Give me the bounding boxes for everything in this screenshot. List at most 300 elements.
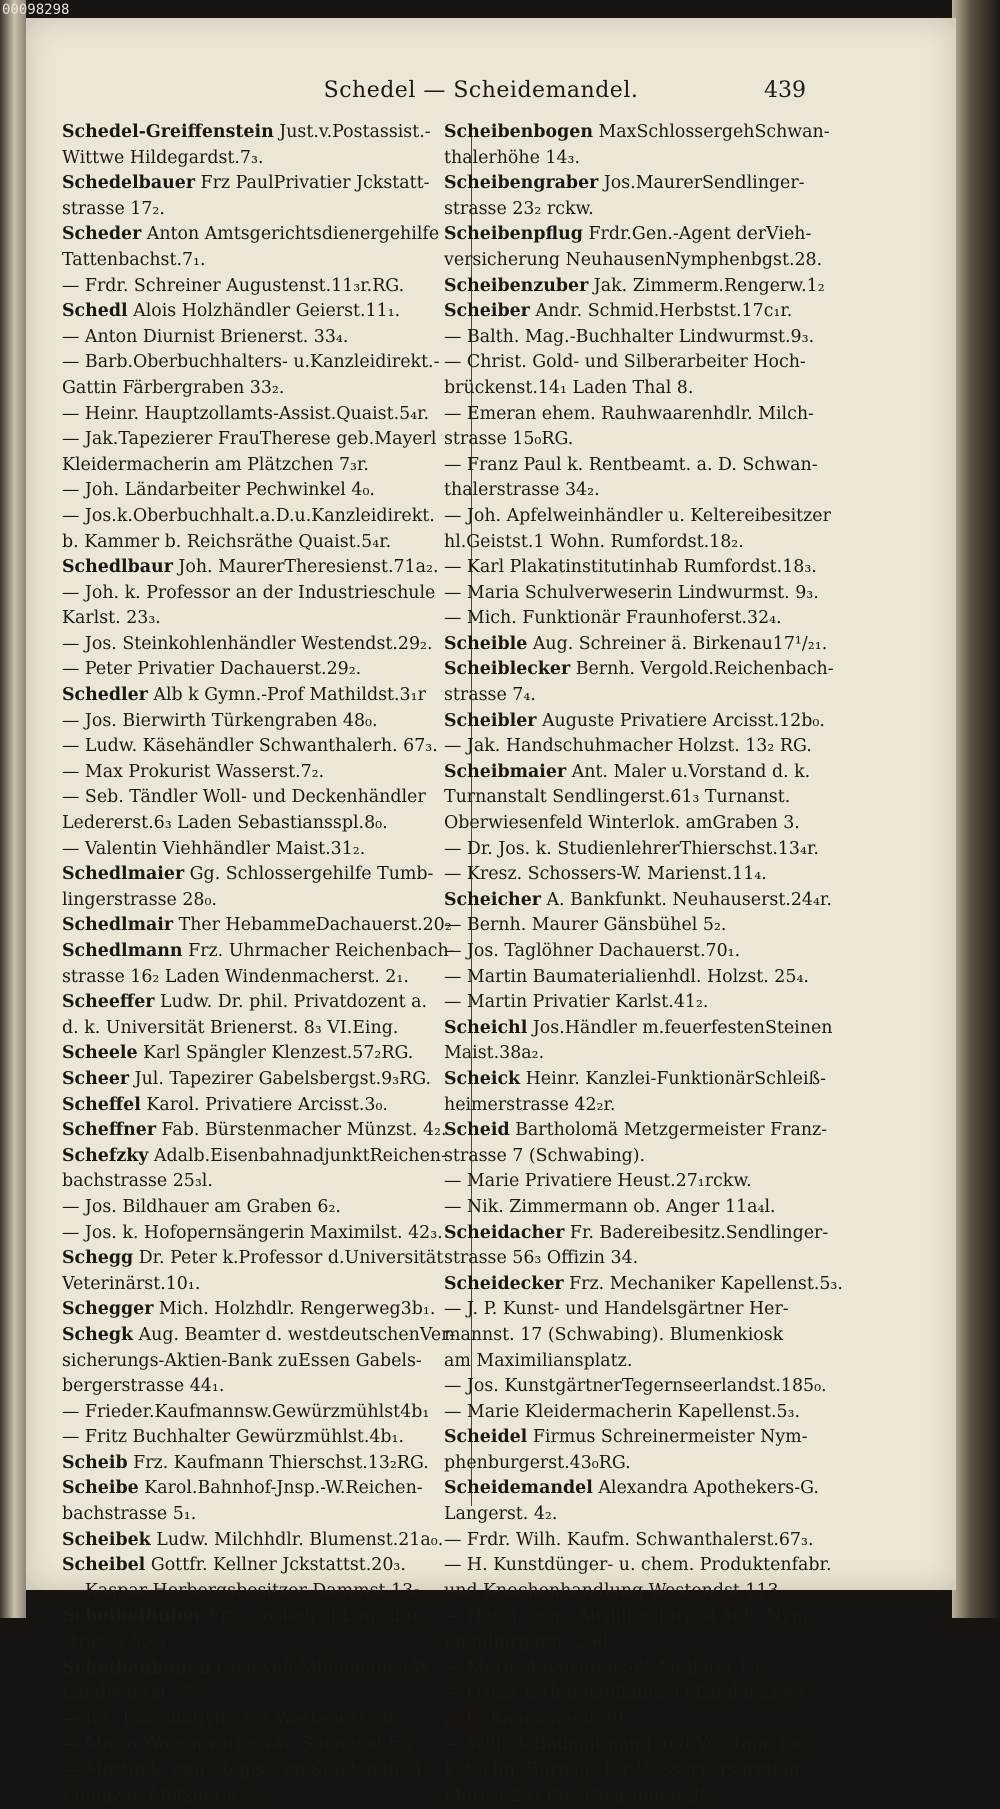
directory-line xyxy=(444,1451,854,1477)
entry-text: Frz. Uhrmacher Reichenbach- xyxy=(182,941,455,961)
directory-line xyxy=(444,785,854,811)
entry-surname: Scheibel xyxy=(62,1555,146,1576)
directory-line xyxy=(444,990,854,1016)
directory-line xyxy=(62,146,466,172)
directory-line xyxy=(444,888,854,914)
directory-line xyxy=(62,939,466,965)
directory-line xyxy=(62,120,466,146)
entry-text: — Joh. Apfelweinhändler u. Keltereibesitzer xyxy=(444,505,831,526)
directory-line xyxy=(62,1630,466,1656)
entry-text: hl.Geistst.1 Wohn. Rumfordst.18₂. xyxy=(444,531,744,552)
directory-line xyxy=(62,1221,466,1247)
entry-text: — Heinr. Hauptzollamts-Assist.Quaist.5₄r. xyxy=(62,403,430,424)
entry-surname: Scheibelhuber xyxy=(62,1606,203,1627)
directory-line xyxy=(444,581,854,607)
directory-line xyxy=(444,197,854,223)
entry-text: Alb k Gymn.-Prof Mathildst.3₁r xyxy=(147,685,426,706)
directory-line xyxy=(444,965,854,991)
directory-line xyxy=(444,1528,854,1554)
entry-text: — Marie Privatiere Heust.27₁rckw. xyxy=(444,1171,752,1192)
directory-line xyxy=(444,1297,854,1323)
entry-text: MaxSchlossergehSchwan- xyxy=(592,122,830,142)
directory-line xyxy=(62,709,466,735)
entry-surname: Schegger xyxy=(62,1299,154,1320)
entry-surname: Scheibenzuber xyxy=(444,275,589,296)
entry-surname: Scheffel xyxy=(62,1094,141,1115)
entry-text: Ludw. Milchhdlr. Blumenst.21a₀. xyxy=(150,1529,444,1550)
entry-surname: Scheibmaier xyxy=(444,761,567,782)
directory-line xyxy=(444,1425,854,1451)
entry-text: — Jos. Steinkohlenhändler Westendst.29₂. xyxy=(62,633,433,654)
entry-text: Bartholomä Metzgermeister Franz- xyxy=(509,1120,828,1141)
entry-text: bergerstrasse 44₁. xyxy=(62,1376,225,1397)
entry-text: Alois Holzhändler Geierst.11₁. xyxy=(127,301,401,322)
entry-surname: Schefzky xyxy=(62,1145,149,1166)
entry-text: — Frdr. Wilh. Kaufm. Schwanthalerst.67₃. xyxy=(444,1529,814,1550)
entry-text: Dr. Peter k.Professor d.Universität xyxy=(133,1248,444,1269)
directory-line xyxy=(444,299,854,325)
directory-line xyxy=(444,1400,854,1426)
entry-text: Andr. Schmid.Herbstst.17c₁r. xyxy=(529,301,793,322)
directory-line xyxy=(444,222,854,248)
entry-text: mannst. 17 (Schwabing). Blumenkiosk xyxy=(444,1324,784,1345)
directory-line xyxy=(62,1041,466,1067)
directory-line xyxy=(62,1144,466,1170)
directory-line xyxy=(444,427,854,453)
entry-text: — Oskar k.Hauptzollamts-Offizial u.Lieut. xyxy=(444,1683,812,1704)
directory-line xyxy=(444,1323,854,1349)
directory-line xyxy=(62,402,466,428)
entry-text: — Jos. k. Hofopernsängerin Maximilst. 42₃. xyxy=(62,1222,443,1243)
directory-line xyxy=(62,376,466,402)
entry-surname: Scheibenpflug xyxy=(444,224,583,245)
entry-text: phenburgerst.43₀RG. xyxy=(444,1452,631,1473)
entry-text: Karl Spängler Klenzest.57₂RG. xyxy=(137,1043,414,1064)
entry-surname: Scheder xyxy=(62,224,142,245)
directory-line xyxy=(62,913,466,939)
directory-line xyxy=(444,146,854,172)
entry-surname: Scheid xyxy=(444,1120,510,1141)
entry-text: Marsst.28₃ Bur.Theatinerst.20₂. xyxy=(444,1785,724,1806)
directory-line xyxy=(62,1604,466,1630)
directory-line xyxy=(62,683,466,709)
entry-text: — Jos. Bierwirth Türkengraben 48₀. xyxy=(62,710,378,731)
directory-line xyxy=(444,939,854,965)
directory-line xyxy=(444,376,854,402)
book-edge-right xyxy=(952,0,1000,1618)
entry-text: — Mich. Funktionär Fraunhoferst.32₄. xyxy=(444,608,782,629)
entry-surname: Scheick xyxy=(444,1068,521,1089)
entry-text: Veterinärst.10₁. xyxy=(62,1273,201,1294)
directory-page xyxy=(26,18,956,1806)
entry-text: — Maria Schulverweserin Lindwurmst. 9₃. xyxy=(444,582,819,603)
entry-text: — Jos. Lokomotivheizer Westendst.30₁. xyxy=(62,1708,407,1729)
entry-text: strasse 17₂. xyxy=(62,198,165,219)
directory-line xyxy=(62,1246,466,1272)
directory-line xyxy=(444,1502,854,1528)
directory-line xyxy=(62,760,466,786)
directory-line xyxy=(444,683,854,709)
directory-line xyxy=(62,1758,466,1784)
directory-line xyxy=(62,606,466,632)
entry-text: — Karl Plakatinstitutinhab Rumfordst.18₃. xyxy=(444,557,817,578)
entry-text: Aug. Beamter d. westdeutschenVer- xyxy=(133,1324,456,1345)
directory-line xyxy=(62,1732,466,1758)
directory-line xyxy=(62,1656,466,1682)
entry-text: — Bernh. Maurer Gänsbühel 5₂. xyxy=(444,915,727,936)
entry-text: d. k. Universität Brienerst. 8₃ VI.Eing. xyxy=(62,1017,399,1038)
directory-line xyxy=(444,1067,854,1093)
entry-text: — Balth. Mag.-Buchhalter Lindwurmst.9₃. xyxy=(444,326,815,347)
entry-surname: Schedelbauer xyxy=(62,173,195,194)
entry-surname: Scheiblecker xyxy=(444,659,571,680)
directory-line xyxy=(62,427,466,453)
directory-line xyxy=(444,120,854,146)
directory-line xyxy=(62,837,466,863)
entry-text: — Nik. Zimmermann ob. Anger 11a₄l. xyxy=(444,1196,776,1217)
directory-line xyxy=(62,1425,466,1451)
directory-line xyxy=(62,555,466,581)
entry-text: — Joh. Ländarbeiter Pechwinkel 4₀. xyxy=(62,480,375,501)
entry-text: Frz. Kaufmann Thierschst.13₂RG. xyxy=(127,1452,429,1473)
entry-surname: Scheibler xyxy=(444,710,537,731)
directory-line xyxy=(444,1553,854,1579)
entry-text: Firmus Schreinermeister Nym- xyxy=(527,1427,808,1448)
entry-text: — Barb.Oberbuchhalters- u.Kanzleidirekt.- xyxy=(62,352,440,373)
entry-surname: Schedlmann xyxy=(62,941,183,961)
directory-line xyxy=(444,1758,854,1784)
entry-text: Just.v.Postassist.- xyxy=(273,122,431,142)
entry-text: Karlst. 23₃. xyxy=(62,608,161,629)
directory-line xyxy=(444,632,854,658)
entry-text: strasse 7₄. xyxy=(444,685,536,706)
entry-surname: Scheichl xyxy=(444,1017,528,1038)
entry-text: Jul. Tapezirer Gabelsbergst.9₃RG. xyxy=(129,1068,432,1089)
entry-surname: Scheibengraber xyxy=(444,173,599,194)
entry-surname: Scheibek xyxy=(62,1529,151,1550)
directory-line xyxy=(62,1272,466,1298)
directory-line xyxy=(444,734,854,760)
entry-text: Gg. Schlossergehilfe Tumb- xyxy=(184,864,434,885)
entry-text: — Jos.k.Oberbuchhalt.a.D.u.Kanzleidirekt. xyxy=(62,505,435,526)
entry-surname: Scheicher xyxy=(444,889,541,910)
entry-text: — Maria Wagenwärters-W. Sonnenst.5₃r. xyxy=(62,1734,419,1755)
entry-text: Frdr.Gen.-Agent derVieh- xyxy=(582,224,812,245)
directory-line xyxy=(62,1579,466,1605)
entry-surname: Scheibe xyxy=(62,1478,139,1499)
directory-line xyxy=(444,1118,854,1144)
entry-text: lingerstrasse 28₀. xyxy=(62,889,217,910)
directory-line xyxy=(444,606,854,632)
directory-line xyxy=(444,1681,854,1707)
directory-line xyxy=(62,888,466,914)
entry-text: Heinr. Kanzlei-FunktionärSchleiß- xyxy=(520,1068,826,1089)
entry-text: — Jos. KunstgärtnerTegernseerlandst.185₀. xyxy=(444,1376,827,1397)
entry-surname: Scheidemandel xyxy=(444,1478,593,1499)
directory-line xyxy=(62,1553,466,1579)
directory-line xyxy=(62,1323,466,1349)
directory-line xyxy=(62,1195,466,1221)
directory-line xyxy=(444,1374,854,1400)
directory-line xyxy=(62,1502,466,1528)
right-column xyxy=(444,120,854,1809)
directory-line xyxy=(62,862,466,888)
entry-text: — Franz Paul k. Rentbeamt. a. D. Schwan- xyxy=(444,454,818,475)
entry-text: strasse 60₀₁. xyxy=(62,1632,172,1653)
entry-text: — Jak. Handschuhmacher Holzst. 13₂ RG. xyxy=(444,736,812,757)
directory-line xyxy=(62,530,466,556)
entry-text: Anton Amtsgerichtsdienergehilfe xyxy=(141,224,440,245)
entry-text: bachstrasse 5₁. xyxy=(62,1504,197,1525)
entry-text: strasse 23₂ rckw. xyxy=(444,198,594,219)
directory-line xyxy=(62,581,466,607)
directory-line xyxy=(444,1732,854,1758)
entry-text: Bernh. Vergold.Reichenbach- xyxy=(570,659,834,680)
entry-surname: Scheibenbogen xyxy=(444,122,593,142)
directory-line xyxy=(444,274,854,300)
entry-text: bachstrasse 25₃l. xyxy=(62,1171,213,1192)
entry-text: und Knochenhandlung Westendst.113. xyxy=(444,1580,785,1601)
entry-text: versicherung NeuhausenNymphenbgst.28. xyxy=(444,249,823,270)
entry-surname: Schedlmaier xyxy=(62,864,185,885)
directory-line xyxy=(62,222,466,248)
directory-line xyxy=(444,1604,854,1630)
entry-text: Ledererst.6₃ Laden Sebastiansspl.8₀. xyxy=(62,813,388,834)
entry-text: — Martin Baumaterialienhdl. Holzst. 25₄. xyxy=(444,966,809,987)
directory-line xyxy=(444,1246,854,1272)
entry-text: — Wilh. k.Bauamtmann und Vorstand des xyxy=(444,1734,811,1755)
directory-line xyxy=(62,299,466,325)
entry-text: Gattin Färbergraben 33₂. xyxy=(62,377,285,398)
directory-line xyxy=(62,1169,466,1195)
entry-surname: Schedel-Greiffenstein xyxy=(62,122,274,142)
directory-line xyxy=(62,1067,466,1093)
entry-text: — Dr. Jos. k. StudienlehrerThierschst.13₄r. xyxy=(444,838,819,859)
entry-text: — Frdr. Schreiner Augustenst.11₃r.RG. xyxy=(62,275,405,296)
entry-text: Karol. Privatiere Arcisst.3₀. xyxy=(140,1094,388,1115)
entry-text: — Peter Privatier Dachauerst.29₂. xyxy=(62,659,362,680)
directory-line xyxy=(62,197,466,223)
entry-text: thalerhöhe 14₃. xyxy=(444,147,581,168)
entry-surname: Scheidecker xyxy=(444,1273,564,1294)
directory-line xyxy=(62,1374,466,1400)
directory-line xyxy=(444,709,854,735)
entry-text: — Valentin Viehhändler Maist.31₂. xyxy=(62,838,366,859)
directory-line xyxy=(62,1118,466,1144)
directory-line xyxy=(62,1451,466,1477)
scan-label: 00098298 xyxy=(2,2,70,18)
entry-text: GenovefaMilchmanns-W. xyxy=(210,1657,433,1678)
entry-text: — Frieder.Kaufmannsw.Gewürzmühlst4b₁ xyxy=(62,1401,430,1422)
entry-text: Ant. Maler u.Vorstand d. k. xyxy=(566,761,811,782)
entry-text: — Ludw. Käsehändler Schwanthalerh. 67₃. xyxy=(62,736,438,757)
directory-line xyxy=(444,1195,854,1221)
entry-text: Langerst. 4₂. xyxy=(444,1504,558,1525)
entry-text: — Joh. k. Professor an der Industrieschule xyxy=(62,582,436,603)
entry-text: — Herm. mag. Aushilfsdiurnist äuß. Nym- xyxy=(444,1606,814,1627)
entry-text: — H. Kunstdünger- u. chem. Produktenfabr. xyxy=(444,1555,832,1576)
entry-text: strasse 56₃ Offizin 34. xyxy=(444,1248,639,1269)
directory-line xyxy=(62,1297,466,1323)
directory-line xyxy=(444,760,854,786)
entry-surname: Scheeffer xyxy=(62,992,155,1013)
entry-surname: Schedlbaur xyxy=(62,557,173,578)
directory-line xyxy=(444,1169,854,1195)
directory-line xyxy=(444,478,854,504)
entry-text: heimerstrasse 42₂r. xyxy=(444,1094,616,1115)
scan-frame-left xyxy=(0,0,26,1618)
directory-line xyxy=(444,1093,854,1119)
entry-text: Auguste Privatiere Arcisst.12b₀. xyxy=(536,710,825,731)
directory-line xyxy=(444,504,854,530)
entry-text: Adalb.EisenbahnadjunktReichen- xyxy=(148,1145,447,1166)
entry-text: — Jos. Bildhauer am Graben 6₂. xyxy=(62,1196,341,1217)
entry-text: — Marie Kleidermacherin Kapellenst.5₃. xyxy=(444,1401,801,1422)
directory-line xyxy=(62,274,466,300)
directory-line xyxy=(62,632,466,658)
entry-surname: Schedlmair xyxy=(62,915,174,936)
entry-surname: Schedler xyxy=(62,685,148,706)
entry-text: — Jak.Tapezierer FrauTherese geb.Mayerl xyxy=(62,429,437,450)
directory-line xyxy=(62,504,466,530)
entry-surname: Scheib xyxy=(62,1452,128,1473)
directory-line xyxy=(444,453,854,479)
directory-line xyxy=(444,1630,854,1656)
entry-text: Jos.MaurerSendlinger- xyxy=(598,173,805,194)
directory-line xyxy=(444,913,854,939)
directory-line xyxy=(62,248,466,274)
directory-line xyxy=(62,1476,466,1502)
entry-text: strasse 7 (Schwabing). xyxy=(444,1145,646,1166)
directory-line xyxy=(444,1784,854,1809)
entry-text: Mich. Holzhdlr. Rengerweg3b₁. xyxy=(153,1299,436,1320)
directory-line xyxy=(62,1400,466,1426)
running-head: Schedel — Scheidemandel. xyxy=(323,78,639,103)
entry-text: Aug. Schreiner ä. Birkenau17¹/₂₁. xyxy=(527,633,828,654)
entry-surname: Scheible xyxy=(444,633,528,654)
entry-text: Jos.Händler m.feuerfestenSteinen xyxy=(527,1017,833,1038)
entry-text: Fab. Bürstenmacher Münzst. 4₂. xyxy=(156,1120,447,1141)
entry-text: — Seb. Tändler Woll- und Deckenhändler xyxy=(62,787,426,808)
directory-line xyxy=(62,1707,466,1733)
page-number: 439 xyxy=(764,78,806,103)
entry-surname: Scheffner xyxy=(62,1120,157,1141)
directory-line xyxy=(444,1221,854,1247)
entry-text: strasse 16₂ Laden Windenmacherst. 2₁. xyxy=(62,966,409,987)
directory-line xyxy=(444,555,854,581)
entry-text: Maist.38a₂. xyxy=(444,1043,545,1064)
entry-surname: Scheibenbogen xyxy=(62,1657,211,1678)
directory-line xyxy=(444,657,854,683)
directory-line xyxy=(62,1016,466,1042)
entry-text: Turnanstalt Sendlingerst.61₃ Turnanst. xyxy=(444,787,791,808)
entry-text: Alexandra Apothekers-G. xyxy=(592,1478,819,1499)
entry-text: A. Bankfunkt. Neuhauserst.24₄r. xyxy=(540,889,832,910)
entry-text: Frz. Gastwirth Linprunn- xyxy=(202,1606,429,1627)
entry-text: — Fritz Buchhalter Gewürzmühlst.4b₁. xyxy=(62,1427,405,1448)
directory-line xyxy=(62,1093,466,1119)
entry-surname: Schegk xyxy=(62,1324,134,1345)
directory-line xyxy=(62,965,466,991)
entry-text: Tattenbachst.7₁. xyxy=(62,249,206,270)
entry-surname: Scheidacher xyxy=(444,1222,565,1243)
entry-text: strasse 15₀RG. xyxy=(444,429,574,450)
entry-text: — Kresz. Schossers-W. Marienst.11₄. xyxy=(444,864,767,885)
entry-surname: Scheele xyxy=(62,1043,138,1064)
left-column xyxy=(62,120,466,1809)
directory-line xyxy=(62,785,466,811)
entry-text: — Martin k. geh. Regist. im Staatsmin. d. xyxy=(62,1760,428,1780)
entry-text: Landwehrst. 75₀. xyxy=(62,1683,213,1704)
directory-line xyxy=(62,1349,466,1375)
directory-line xyxy=(62,734,466,760)
entry-text: Kleidermacherin am Plätzchen 7₃r. xyxy=(62,454,369,475)
directory-line xyxy=(444,1041,854,1067)
directory-line xyxy=(444,1016,854,1042)
directory-line xyxy=(444,1476,854,1502)
entry-text: Wittwe Hildegardst.7₃. xyxy=(62,147,264,168)
directory-line xyxy=(444,402,854,428)
entry-text: Frz PaulPrivatier Jckstatt- xyxy=(195,173,430,194)
directory-line xyxy=(444,530,854,556)
entry-text: brückenst.14₁ Laden Thal 8. xyxy=(444,377,694,398)
entry-text: k. techn. Bureaus für Wasserversorgung xyxy=(444,1760,801,1780)
entry-text: sicherungs-Aktien-Bank zuEssen Gabels- xyxy=(62,1350,422,1371)
entry-text: am Maximiliansplatz. xyxy=(444,1350,633,1371)
entry-text: — J. P. Kunst- und Handelsgärtner Her- xyxy=(444,1299,789,1320)
directory-line xyxy=(444,350,854,376)
directory-line xyxy=(444,837,854,863)
entry-text: b. Kammer b. Reichsräthe Quaist.5₄r. xyxy=(62,531,392,552)
entry-surname: Scheer xyxy=(62,1068,130,1089)
entry-surname: Scheidel xyxy=(444,1427,528,1448)
entry-text: Oberwiesenfeld Winterlok. amGraben 3. xyxy=(444,813,800,834)
entry-text: thalerstrasse 34₂. xyxy=(444,480,600,501)
entry-text: — Kaspar Herbergsbesitzer Dammst.13₀. xyxy=(62,1580,426,1601)
entry-text: — Martin Privatier Karlst.41₂. xyxy=(444,992,709,1013)
directory-line xyxy=(62,990,466,1016)
entry-surname: Schedl xyxy=(62,301,128,322)
entry-text: — Emeran ehem. Rauhwaarenhdlr. Milch- xyxy=(444,403,814,424)
entry-text: Karol.Bahnhof-Jnsp.-W.Reichen- xyxy=(138,1478,423,1499)
directory-line xyxy=(444,1349,854,1375)
entry-text: — Anton Diurnist Brienerst. 33₄. xyxy=(62,326,349,347)
directory-line xyxy=(62,325,466,351)
directory-line xyxy=(444,1272,854,1298)
entry-surname: Scheiber xyxy=(444,301,530,322)
entry-text: Jak. Zimmerm.Rengerw.1₂ xyxy=(588,275,825,296)
directory-line xyxy=(62,453,466,479)
entry-text: Fr. Badereibesitz.Sendlinger- xyxy=(564,1222,829,1243)
directory-line xyxy=(444,325,854,351)
page-header xyxy=(26,78,956,112)
entry-text: Gottfr. Kellner Jckstattst.20₃. xyxy=(145,1555,406,1576)
directory-line xyxy=(62,811,466,837)
entry-text: Joh. MaurerTheresienst.71a₂. xyxy=(172,557,439,578)
directory-line xyxy=(62,350,466,376)
entry-text: — Christ. Gold- und Silberarbeiter Hoch- xyxy=(444,352,806,373)
directory-line xyxy=(444,1144,854,1170)
entry-surname: Schegg xyxy=(62,1248,134,1269)
directory-line xyxy=(444,1579,854,1605)
directory-line xyxy=(444,1707,854,1733)
entry-text: phenburgerst. 29d. xyxy=(444,1632,614,1653)
directory-line xyxy=(62,1784,466,1809)
entry-text: — Jos. Taglöhner Dachauerst.70₁. xyxy=(444,941,741,961)
directory-line xyxy=(444,862,854,888)
directory-line xyxy=(444,248,854,274)
directory-line xyxy=(444,171,854,197)
